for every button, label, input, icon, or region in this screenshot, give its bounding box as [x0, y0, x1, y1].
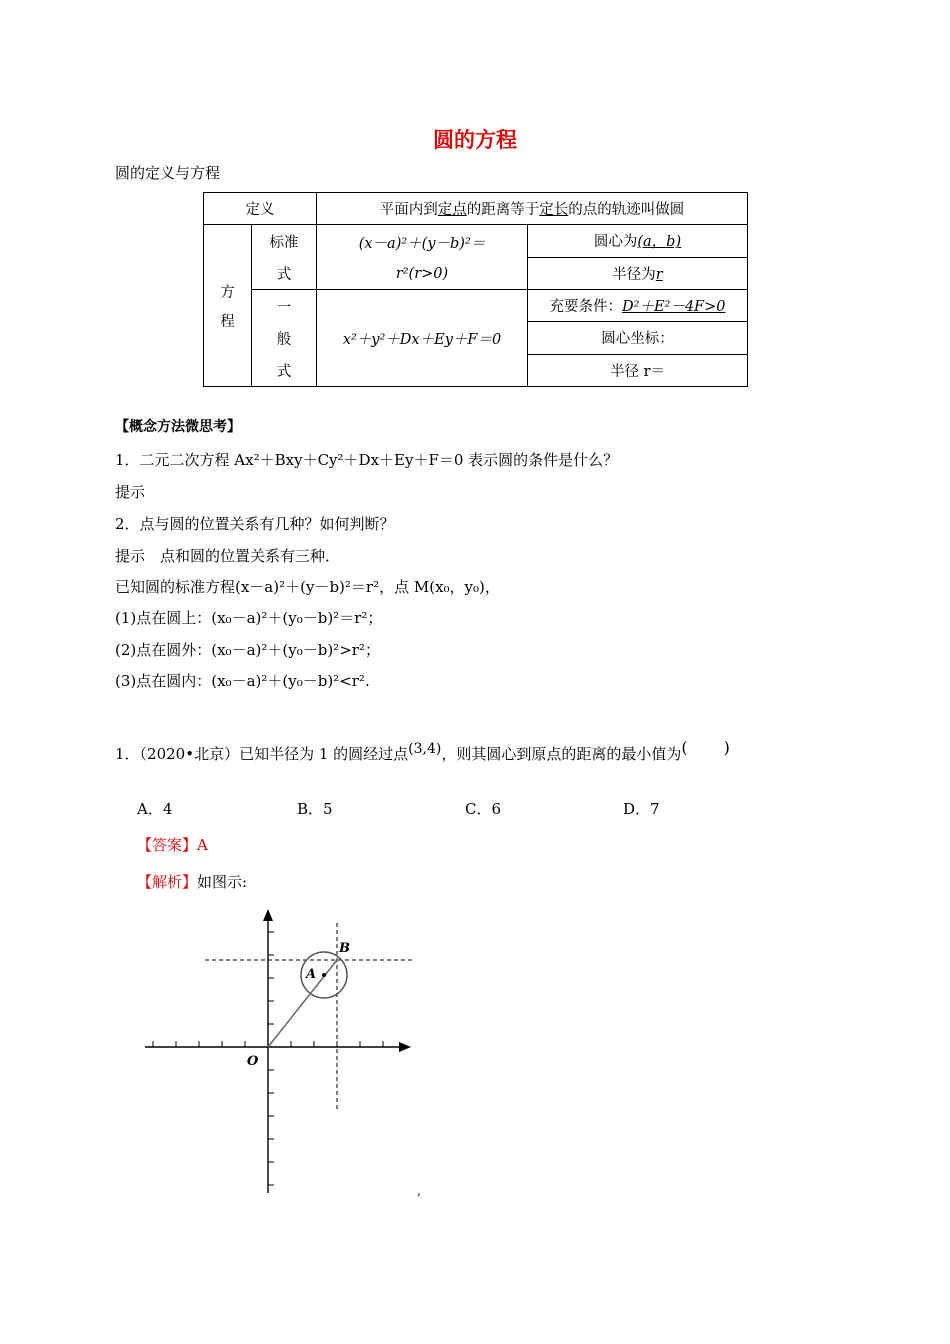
general-equation: x²＋y²＋Dx＋Ey＋F＝0 [317, 290, 528, 387]
condition-cell: 充要条件：D²＋E²－4F>0 [528, 290, 748, 322]
y-axis-arrow-icon [263, 909, 273, 921]
segment-ob [268, 960, 337, 1047]
definition-text: 平面内到定点的距离等于定长的点的轨迹叫做圆 [317, 193, 748, 225]
definition-table [203, 192, 748, 387]
general-radius-cell: 半径 r＝ [528, 354, 748, 386]
question-2: 2．点与圆的位置关系有几种？如何判断？ [115, 515, 395, 533]
y-ticks [268, 932, 274, 1185]
question-1: 1．二元二次方程 Ax²＋Bxy＋Cy²＋Dx＋Ey＋F＝0 表示圆的条件是什么？ [115, 451, 619, 469]
known-equation: 已知圆的标准方程(x－a)²＋(y－b)²＝r²，点 M(x₀，y₀)， [115, 578, 500, 596]
case-on-circle: (1)点在圆上：(x₀－a)²＋(y₀－b)²＝r²； [115, 609, 383, 627]
center-cell: 圆心为(a，b) [528, 225, 748, 258]
coordinate-graph [140, 905, 420, 1195]
standard-equation: (x－a)²＋(y－b)²＝ r²(r>0) [317, 225, 528, 290]
page-title: 圆的方程 [433, 127, 517, 152]
analysis-line: 【解析】如图示: [137, 873, 248, 891]
general-center-cell: 圆心坐标： [528, 322, 748, 354]
equation-label: 方 程 [204, 225, 252, 387]
section-heading: 【概念方法微思考】 [115, 419, 241, 435]
point-b-label: B [339, 941, 350, 956]
option-b: B．5 [297, 800, 333, 818]
standard-form-label: 标准 式 [252, 225, 317, 290]
radius-cell: 半径为r [528, 257, 748, 290]
center-point-a [322, 973, 326, 977]
general-form-label: 一 般 式 [252, 290, 317, 387]
option-a: A．4 [137, 800, 173, 818]
point-a-label: A [306, 967, 317, 982]
case-outside-circle: (2)点在圆外：(x₀－a)²＋(y₀－b)²>r²； [115, 641, 380, 659]
option-d: D．7 [623, 800, 660, 818]
intro-text: 圆的定义与方程 [115, 164, 221, 182]
stray-comma: , [417, 1184, 421, 1198]
problem-stem: 1．（2020•北京）已知半径为 1 的圆经过点$^{(3,4)}$，则其圆心到原点的距离的最小值为( ) [115, 738, 730, 763]
case-inside-circle: (3)点在圆内：(x₀－a)²＋(y₀－b)²<r². [115, 672, 370, 690]
hint-2: 提示 点和圆的位置关系有三种． [115, 547, 341, 565]
x-axis-arrow-icon [399, 1042, 411, 1052]
hint-1: 提示 [115, 483, 146, 501]
definition-label: 定义 [204, 193, 317, 225]
option-c: C．6 [465, 800, 502, 818]
answer-line: 【答案】A [137, 836, 208, 854]
origin-label: O [247, 1054, 259, 1069]
